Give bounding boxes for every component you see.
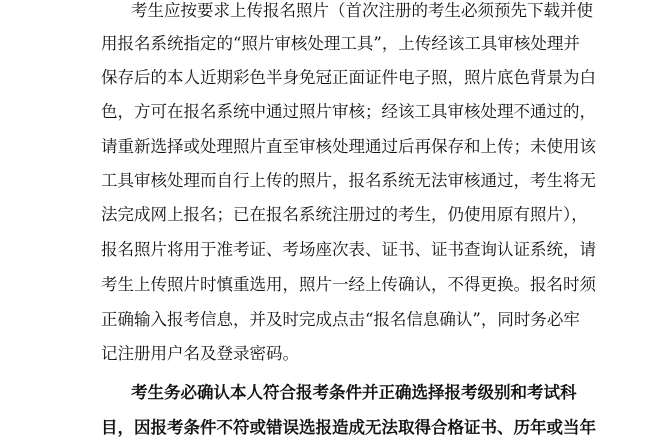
paragraph-line: 报名照片将用于准考证、考场座次表、证书、证书查询认证系统，请	[101, 240, 596, 259]
paragraph-line: 记注册用户名及登录密码。	[101, 344, 299, 363]
paragraph-line: 保存后的本人近期彩色半身免冠正面证件电子照，照片底色背景为白	[101, 68, 596, 87]
paragraph-line: 色，方可在报名系统中通过照片审核；经该工具审核处理不通过的，	[101, 102, 596, 121]
paragraph-line: 考生上传照片时慎重选用，照片一经上传确认，不得更换。报名时须	[101, 275, 596, 294]
paragraph-line: 考生应按要求上传报名照片（首次注册的考生必须预先下载并使	[131, 1, 593, 20]
paragraph-line: 法完成网上报名；已在报名系统注册过的考生，仍使用原有照片），	[101, 205, 588, 224]
paragraph-line: 正确输入报考信息，并及时完成点击“报名信息确认”，同时务必牢	[101, 310, 580, 329]
paragraph-line: 用报名系统指定的“照片审核处理工具”，上传经该工具审核处理并	[101, 34, 580, 53]
paragraph-line: 考生务必确认本人符合报考条件并正确选择报考级别和考试科	[131, 383, 577, 402]
paragraph-line: 目，因报考条件不符或错误选报造成无法取得合格证书、历年或当年	[101, 418, 596, 437]
paragraph-line: 工具审核处理而自行上传的照片，报名系统无法审核通过，考生将无	[101, 171, 596, 190]
paragraph-line: 请重新选择或处理照片直至审核处理通过后再保存和上传；未使用该	[101, 137, 596, 156]
